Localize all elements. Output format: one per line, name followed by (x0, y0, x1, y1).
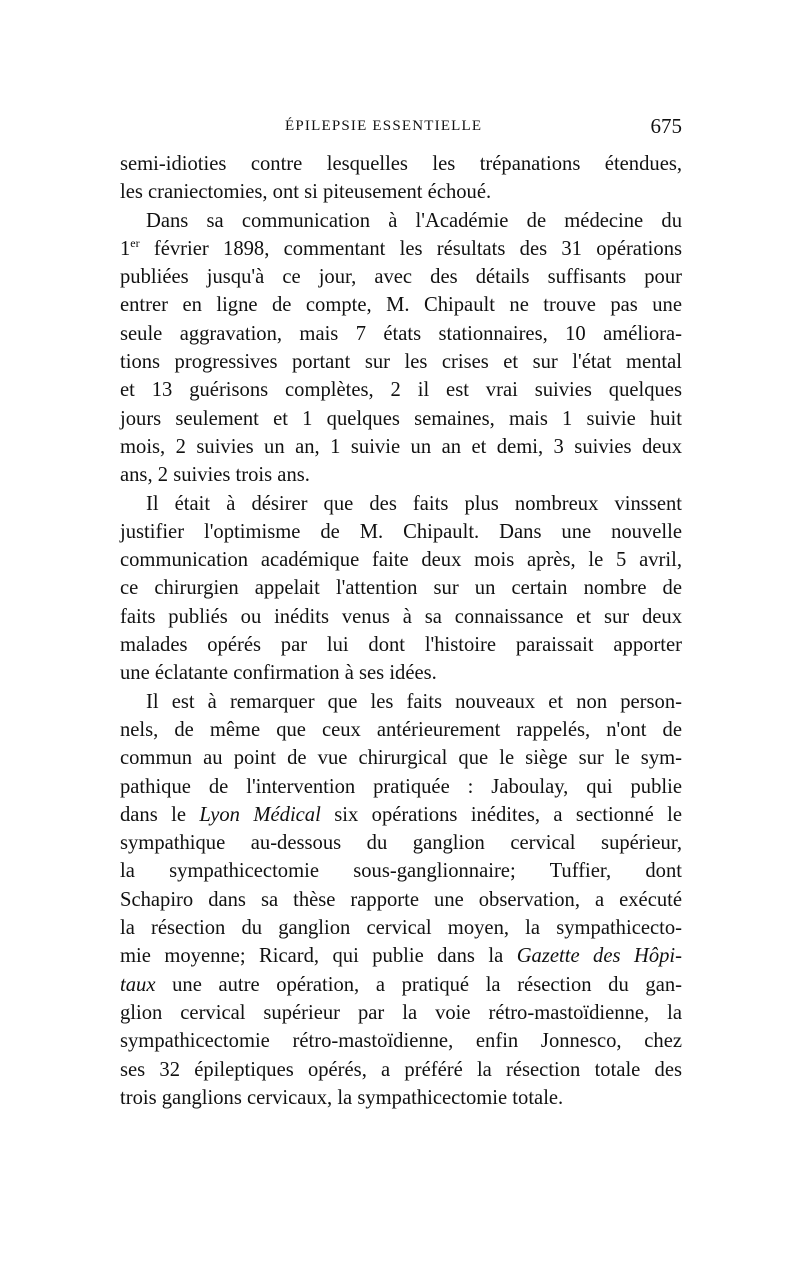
line-text: communication académique faite deux mois après, le 5 avril, (120, 549, 682, 572)
line-text: Schapiro dans sa thèse rapporte une observation, a exécuté (120, 888, 682, 911)
text-line (120, 376, 682, 404)
line-text: Dans sa communication à l'Académie de médecine du (146, 209, 682, 232)
text-line (120, 1056, 682, 1084)
line-text: nels, de même que ceux antérieurement rappelés, n'ont de (120, 718, 682, 741)
line-text: entrer en ligne de compte, M. Chipault ne trouve pas une (120, 294, 682, 317)
text-line (120, 999, 682, 1027)
text-line (120, 659, 682, 687)
line-text: seule aggravation, mais 7 états stationnaires, 10 améliora- (120, 322, 682, 345)
text-line (120, 886, 682, 914)
line-text: Il était à désirer que des faits plus nombreux vinssent (146, 492, 682, 515)
line-text: mois, 2 suivies un an, 1 suivie un an et demi, 3 suivies deux (120, 435, 682, 458)
text-line (120, 857, 682, 885)
text-line (120, 546, 682, 574)
line-text: ans, 2 suivies trois ans. (120, 464, 310, 487)
text-line (120, 178, 682, 206)
line-text: faits publiés ou inédits venus à sa connaissance et sur deux (120, 605, 682, 628)
line-text: pathique de l'intervention pratiquée : Jaboulay, qui publie (120, 775, 682, 798)
text-line (120, 461, 682, 489)
text-line (120, 914, 682, 942)
text-line (120, 744, 682, 772)
text-line (120, 1027, 682, 1055)
text-line (120, 971, 682, 999)
text-line (120, 348, 682, 376)
line-text: semi-idioties contre lesquelles les trépanations étendues, (120, 153, 682, 175)
line-text: justifier l'optimisme de M. Chipault. Dans une nouvelle (120, 520, 682, 543)
ordinal-suffix: er (130, 236, 140, 251)
text-line (120, 433, 682, 461)
line-text: une autre opération, a pratiqué la résection du gan- (172, 973, 682, 996)
text-line (120, 631, 682, 659)
text-line (120, 1084, 682, 1112)
text-line (120, 291, 682, 319)
text-line (120, 688, 682, 716)
line-text: publiées jusqu'à ce jour, avec des détails suffisants pour (120, 266, 682, 289)
line-text: et 13 guérisons complètes, 2 il est vrai suivies quelques (120, 379, 682, 402)
body-text (120, 150, 682, 1112)
page-number: 675 (650, 114, 682, 138)
text-line (120, 829, 682, 857)
line-text: sympathicectomie rétro-mastoïdienne, enfin Jonnesco, chez (120, 1030, 682, 1053)
line-text: jours seulement et 1 quelques semaines, mais 1 suivie huit (120, 407, 682, 430)
text-line (120, 773, 682, 801)
italic-title: Lyon Médical (199, 803, 321, 826)
line-text: ce chirurgien appelait l'attention sur un certain nombre de (120, 577, 682, 600)
text-line (120, 942, 682, 970)
text-line (120, 716, 682, 744)
text-line (120, 150, 682, 178)
line-text: la sympathicectomie sous-ganglionnaire; Tuffier, dont (120, 860, 682, 883)
line-text: ses 32 épileptiques opérés, a préféré la résection totale des (120, 1058, 682, 1081)
text-line (120, 405, 682, 433)
italic-title: Gazette des Hôpi- (516, 945, 682, 968)
line-text: la résection du ganglion cervical moyen, la sympathicecto- (120, 917, 682, 940)
line-prefix: 1 (120, 237, 131, 260)
line-text: glion cervical supérieur par la voie rétro-mastoïdienne, la (120, 1001, 682, 1024)
line-text: Il est à remarquer que les faits nouveaux et non person- (146, 690, 682, 713)
page-header (120, 114, 682, 140)
running-title: ÉPILEPSIE ESSENTIELLE (285, 118, 483, 134)
text-line (120, 207, 682, 235)
text-line (120, 603, 682, 631)
line-text: sympathique au-dessous du ganglion cervical supérieur, (120, 832, 682, 855)
text-line (120, 801, 682, 829)
line-text: les craniectomies, ont si piteusement échoué. (120, 181, 492, 204)
line-text: mie moyenne; Ricard, qui publie dans la (120, 945, 504, 968)
line-lead: dans le (120, 803, 200, 826)
text-line (120, 235, 682, 263)
text-line (120, 490, 682, 518)
line-text: six opérations inédites, a sectionné le (334, 803, 682, 826)
text-line (120, 518, 682, 546)
line-text: février 1898, commentant les résultats des 31 opérations (153, 237, 683, 260)
italic-title: taux (120, 973, 156, 996)
line-text: malades opérés par lui dont l'histoire paraissait apporter (120, 634, 682, 657)
text-line (120, 320, 682, 348)
line-text: commun au point de vue chirurgical que le siège sur le sym- (120, 747, 682, 770)
text-line (120, 263, 682, 291)
line-text: tions progressives portant sur les crises et sur l'état mental (120, 351, 682, 374)
line-text: une éclatante confirmation à ses idées. (120, 662, 437, 685)
line-text: trois ganglions cervicaux, la sympathicectomie totale. (120, 1086, 564, 1109)
text-line (120, 574, 682, 602)
